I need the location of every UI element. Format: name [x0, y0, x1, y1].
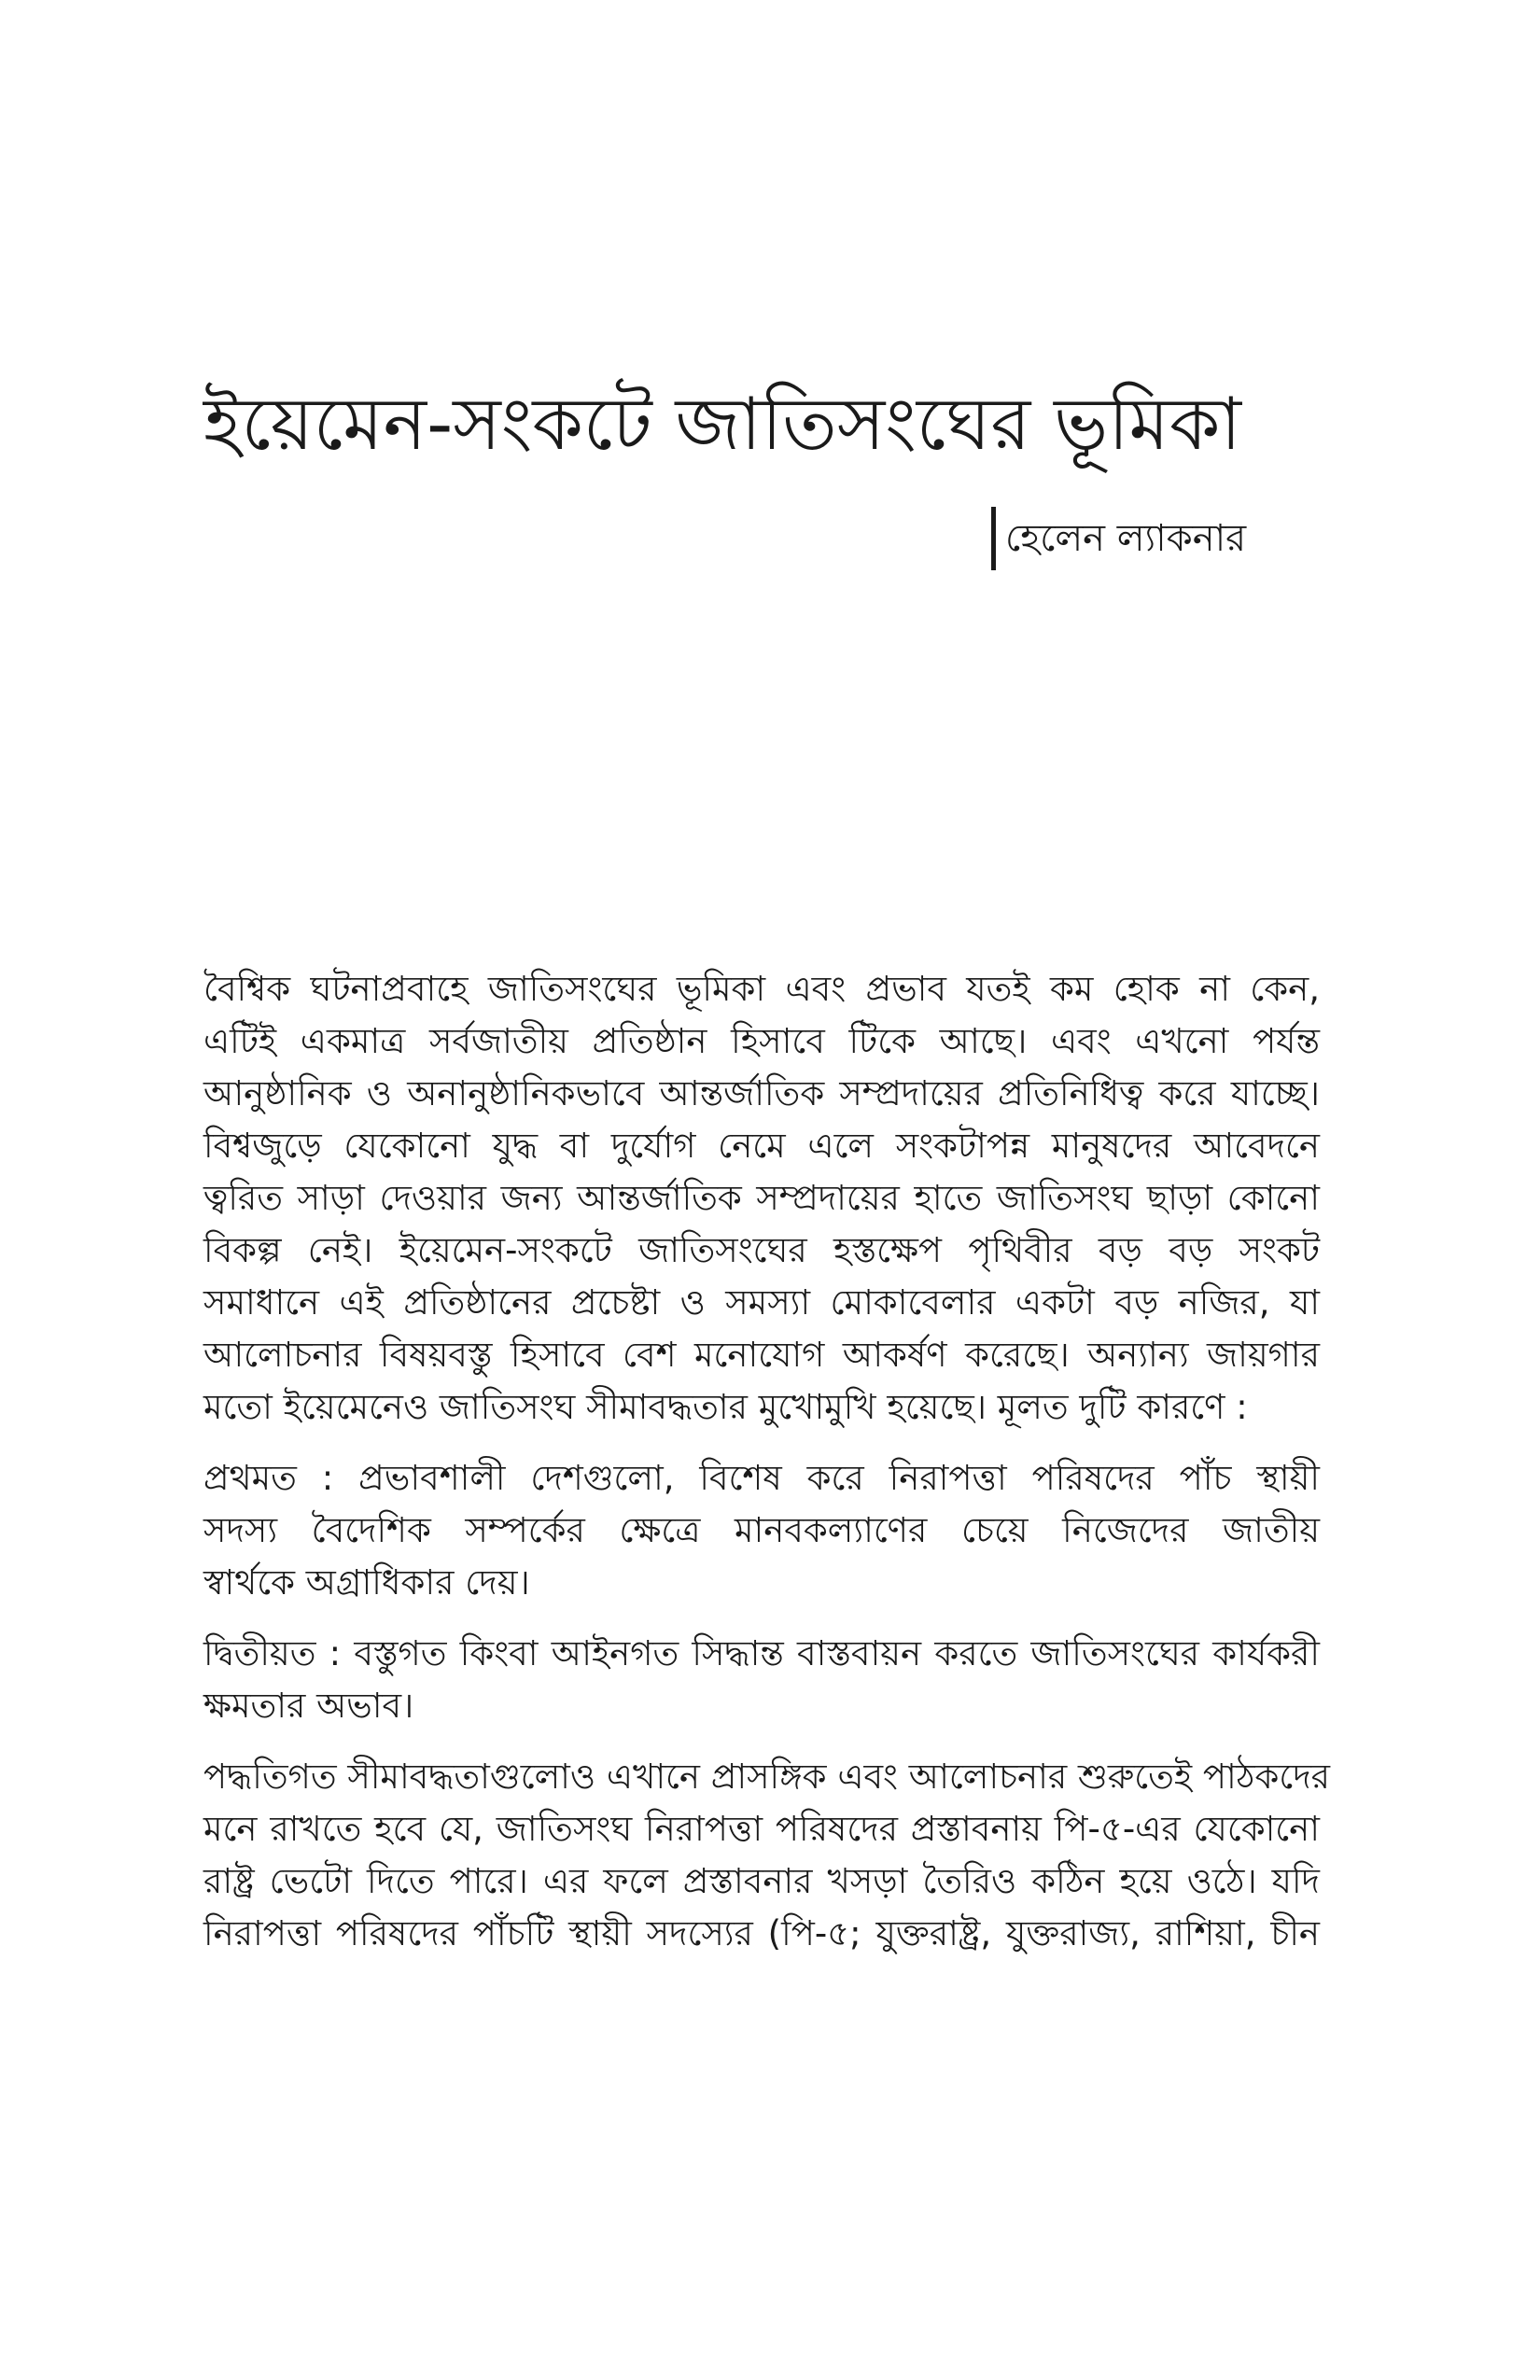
chapter-title: ইয়েমেন-সংকটে জাতিসংঘের ভূমিকা — [203, 383, 1242, 467]
author-name: হেলেন ল্যাকনার — [1005, 517, 1247, 560]
text-line: আলোচনার বিষয়বস্তু হিসাবে বেশ মনোযোগ আকর্ষণ করেছে। অন্যান্য জায়গার — [203, 1335, 1320, 1375]
byline-divider — [991, 507, 996, 570]
text-line: ত্বরিত সাড়া দেওয়ার জন্য আন্তর্জাতিক সম্প্রদায়ের হাতে জাতিসংঘ ছাড়া কোনো — [203, 1178, 1320, 1218]
text-line: বিকল্প নেই। ইয়েমেন-সংকটে জাতিসংঘের হস্তক্ষেপ পৃথিবীর বড় বড় সংকট — [203, 1230, 1320, 1270]
text-line: সমাধানে এই প্রতিষ্ঠানের প্রচেষ্টা ও সমস্যা মোকাবেলার একটা বড় নজির, যা — [203, 1282, 1320, 1323]
body-text — [203, 963, 1331, 1979]
text-line: বিশ্বজুড়ে যেকোনো যুদ্ধ বা দুর্যোগ নেমে এলে সংকটাপন্ন মানুষদের আবেদনে — [203, 1126, 1320, 1166]
author-byline — [991, 506, 1246, 571]
text-line: স্বার্থকে অগ্রাধিকার দেয়। — [203, 1562, 530, 1603]
paragraph — [203, 1628, 1320, 1732]
paragraph — [203, 963, 1320, 1434]
text-line: এটিই একমাত্র সর্বজাতীয় প্রতিষ্ঠান হিসাবে টিকে আছে। এবং এখনো পর্যন্ত — [203, 1021, 1320, 1061]
text-line: মনে রাখতে হবে যে, জাতিসংঘ নিরাপত্তা পরিষদের প্রস্তাবনায় পি-৫-এর যেকোনো — [203, 1809, 1320, 1849]
text-line: পদ্ধতিগত সীমাবদ্ধতাগুলোও এখানে প্রাসঙ্গিক এবং আলোচনার শুরুতেই পাঠকদের — [203, 1757, 1331, 1797]
paragraph — [203, 1452, 1320, 1609]
text-line: সদস্য বৈদেশিক সম্পর্কের ক্ষেত্রে মানবকল্যাণের চেয়ে নিজেদের জাতীয় — [203, 1510, 1320, 1550]
text-line: রাষ্ট্র ভেটো দিতে পারে। এর ফলে প্রস্তাবনার খসড়া তৈরিও কঠিন হয়ে ওঠে। যদি — [203, 1861, 1320, 1901]
paragraph — [203, 1751, 1331, 1960]
text-line: মতো ইয়েমেনেও জাতিসংঘ সীমাবদ্ধতার মুখোমুখি হয়েছে। মূলত দুটি কারণে : — [203, 1387, 1248, 1427]
text-line: বৈশ্বিক ঘটনাপ্রবাহে জাতিসংঘের ভূমিকা এবং প্রভাব যতই কম হোক না কেন, — [203, 969, 1320, 1009]
text-line: আনুষ্ঠানিক ও অনানুষ্ঠানিকভাবে আন্তর্জাতিক সম্প্রদায়ের প্রতিনিধিত্ব করে যাচ্ছে। — [203, 1073, 1320, 1113]
text-line: ক্ষমতার অভাব। — [203, 1686, 414, 1726]
text-line: নিরাপত্তা পরিষদের পাঁচটি স্থায়ী সদস্যের (পি-৫; যুক্তরাষ্ট্র, যুক্তরাজ্য, রাশিয়া, চীন — [203, 1913, 1320, 1953]
text-line: প্রথমত : প্রভাবশালী দেশগুলো, বিশেষ করে নিরাপত্তা পরিষদের পাঁচ স্থায়ী — [203, 1458, 1320, 1498]
text-line: দ্বিতীয়ত : বস্তুগত কিংবা আইনগত সিদ্ধান্ত বাস্তবায়ন করতে জাতিসংঘের কার্যকরী — [203, 1633, 1320, 1673]
